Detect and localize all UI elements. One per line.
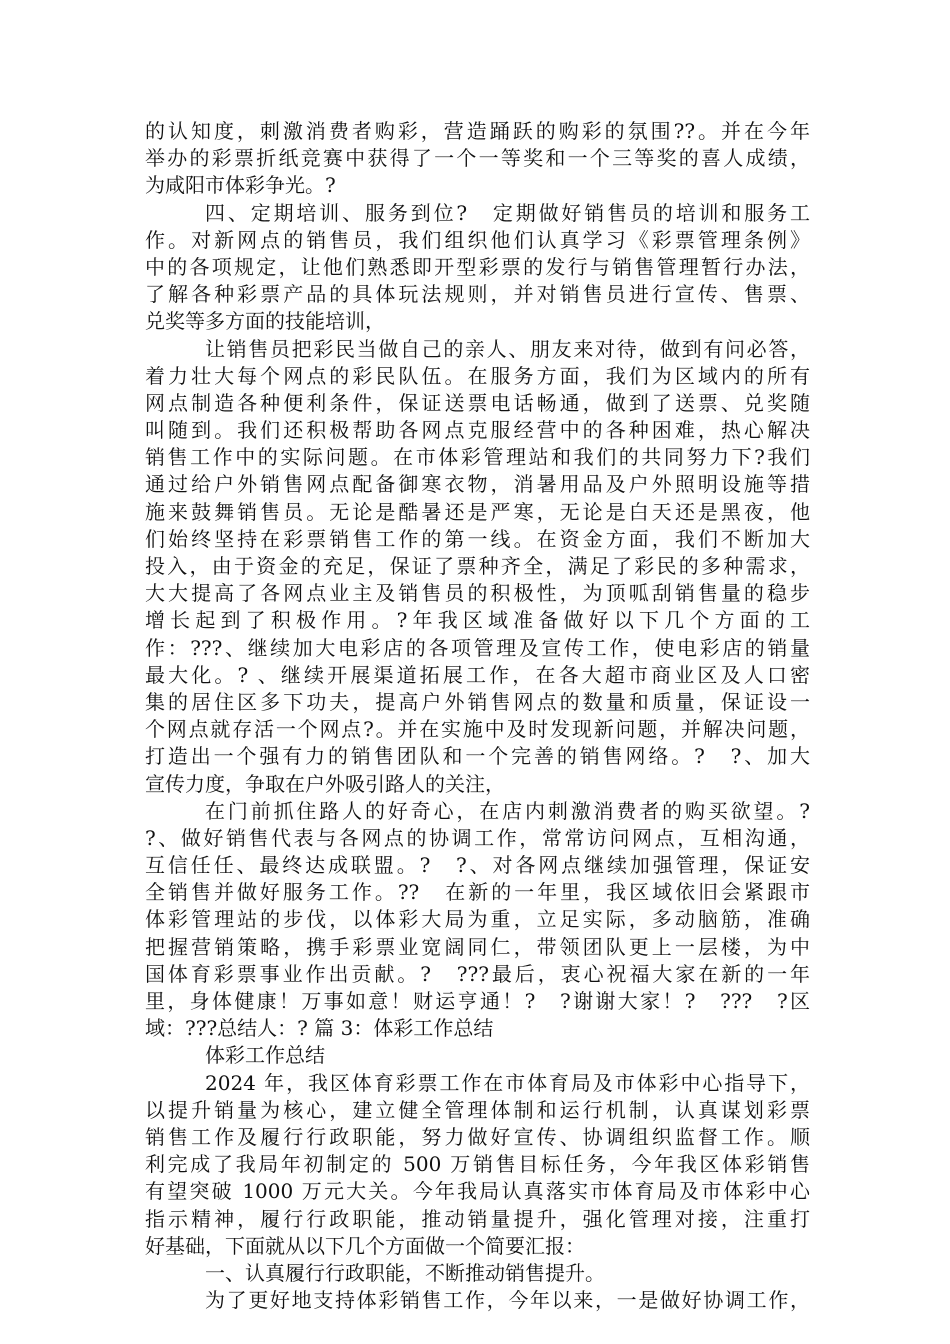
text-line: 一、认真履行行政职能，不断推动销售提升。 — [205, 1260, 605, 1285]
text-line: 叫随到。我们还积极帮助各网点克服经营中的各种困难，热心解决 — [145, 418, 810, 443]
text-line: 域：???总结人：? 篇 3：体彩工作总结 — [145, 1016, 494, 1041]
text-line: 体彩管理站的步伐，以体彩大局为重，立足实际，多动脑筋，准确 — [145, 907, 810, 932]
text-line: 指示精神，履行行政职能，推动销量提升，强化管理对接，注重打 — [145, 1206, 810, 1231]
text-line: 兑奖等多方面的技能培训， — [145, 309, 385, 334]
text-line: 们始终坚持在彩票销售工作的第一线。在资金方面，我们不断加大 — [145, 526, 810, 551]
text-line: 着力壮大每个网点的彩民队伍。在服务方面，我们为区域内的所有 — [145, 363, 810, 388]
text-line: 了解各种彩票产品的具体玩法规则，并对销售员进行宣传、售票、 — [145, 282, 810, 307]
text-line: 有望突破 1000 万元大关。今年我局认真落实市体育局及市体彩中心 — [145, 1179, 810, 1204]
text-line: 为咸阳市体彩争光。? — [145, 173, 336, 198]
text-line: 中的各项规定，让他们熟悉即开型彩票的发行与销售管理暂行办法， — [145, 254, 810, 279]
text-line: 打造出一个强有力的销售团队和一个完善的销售网络。? ?、加大 — [145, 744, 810, 769]
text-line: 大大提高了各网点业主及销售员的积极性，为顶呱刮销售量的稳步 — [145, 581, 810, 606]
text-line: 在门前抓住路人的好奇心，在店内刺激消费者的购买欲望。? — [205, 798, 810, 823]
text-line: 里，身体健康！万事如意！财运亨通！? ?谢谢大家！? ??? ?区 — [145, 989, 810, 1013]
text-line: 销售工作及履行行政职能，努力做好宣传、协调组织监督工作。顺 — [145, 1124, 810, 1149]
text-line: 利完成了我局年初制定的 500 万销售目标任务，今年我区体彩销售 — [145, 1152, 810, 1177]
text-line: 个网点就存活一个网点?。并在实施中及时发现新问题，并解决问题， — [145, 717, 810, 742]
text-line: 举办的彩票折纸竞赛中获得了一个一等奖和一个三等奖的喜人成绩， — [145, 146, 810, 171]
text-line: 销售工作中的实际问题。在市体彩管理站和我们的共同努力下?我们 — [145, 445, 810, 470]
text-line: 四、定期培训、服务到位? 定期做好销售员的培训和服务工 — [205, 200, 810, 225]
text-line: 好基础，下面就从以下几个方面做一个简要汇报： — [145, 1233, 585, 1258]
text-line: 施来鼓舞销售员。无论是酷暑还是严寒，无论是白天还是黑夜，他 — [145, 499, 810, 524]
text-line: 让销售员把彩民当做自己的亲人、朋友来对待，做到有问必答， — [205, 336, 810, 361]
text-line: 网点制造各种便利条件，保证送票电话畅通，做到了送票、兑奖随 — [145, 390, 810, 415]
text-line: ?、做好销售代表与各网点的协调工作，常常访问网点，互相沟通， — [145, 825, 810, 850]
text-line: 2024 年，我区体育彩票工作在市体育局及市体彩中心指导下， — [205, 1070, 810, 1095]
text-line: 为了更好地支持体彩销售工作，今年以来，一是做好协调工作， — [205, 1288, 810, 1313]
text-line: 全销售并做好服务工作。?? 在新的一年里，我区域依旧会紧跟市 — [145, 880, 810, 905]
text-line: 作。对新网点的销售员，我们组织他们认真学习《彩票管理条例》 — [145, 227, 810, 252]
text-line: 宣传力度，争取在户外吸引路人的关注， — [145, 771, 505, 796]
text-line: 增长起到了积极作用。?年我区域准备做好以下几个方面的工 — [145, 608, 810, 633]
text-line: 互信任任、最终达成联盟。? ?、对各网点继续加强管理，保证安 — [145, 853, 810, 878]
text-line: 投入，由于资金的充足，保证了票种齐全，满足了彩民的多种需求， — [145, 554, 810, 578]
text-line: 以提升销量为核心，建立健全管理体制和运行机制，认真谋划彩票 — [145, 1097, 810, 1122]
text-line: 最大化。? 、继续开展渠道拓展工作，在各大超市商业区及人口密 — [145, 662, 810, 687]
text-line: 集的居住区多下功夫，提高户外销售网点的数量和质量，保证设一 — [145, 689, 810, 714]
text-line: 国体育彩票事业作出贡献。? ???最后，衷心祝福大家在新的一年 — [145, 961, 810, 986]
text-line: 把握营销策略，携手彩票业宽阔同仁，带领团队更上一层楼，为中 — [145, 934, 810, 959]
text-line: 体彩工作总结 — [205, 1043, 325, 1068]
text-line: 通过给户外销售网点配备御寒衣物，消暑用品及户外照明设施等措 — [145, 472, 810, 497]
document-body-text — [145, 118, 810, 1314]
text-line: 的认知度，刺激消费者购彩，营造踊跃的购彩的氛围??。并在今年 — [145, 119, 810, 143]
text-line: 作：???、继续加大电彩店的各项管理及宣传工作，使电彩店的销量 — [145, 635, 810, 660]
